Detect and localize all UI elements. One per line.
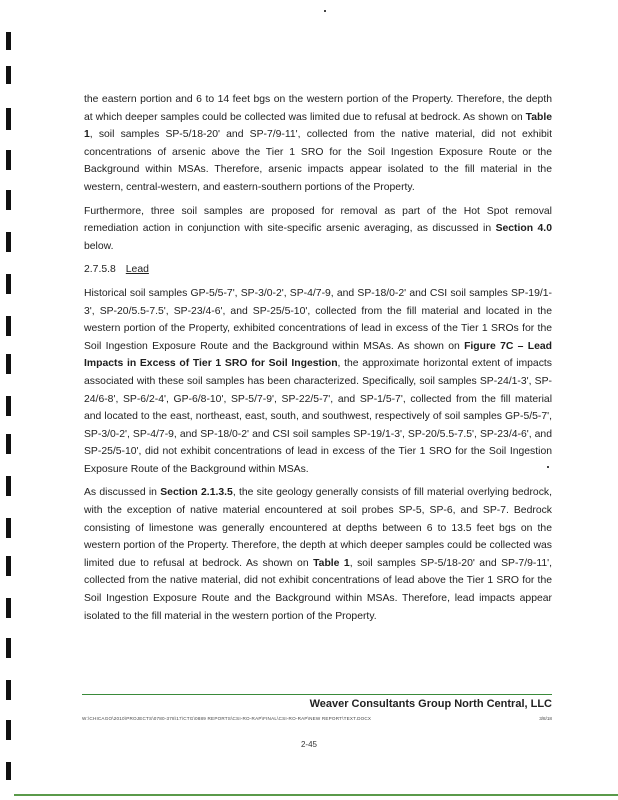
- paragraph-text: , soil samples SP-5/18-20' and SP-7/9-11', collected from the native material, did not exhibit concentrations of arsenic above the Tier 1 SRO for the Soil Ingestion Exposure Route or the Background within MSAs. Therefore, arsenic impacts appear isolated to the fill material in the western, central-western, and eastern-southern portions of the Property.: [84, 129, 552, 193]
- table-reference: Table 1: [313, 557, 350, 569]
- binder-hole-mark: [6, 274, 11, 294]
- paragraph-hot-spot-removal: [84, 203, 552, 256]
- binder-hole-mark: [6, 598, 11, 618]
- binder-hole-mark: [6, 396, 11, 416]
- section-number: 2.7.5.8: [84, 264, 116, 276]
- document-body: [84, 91, 552, 625]
- section-reference: Section 2.1.3.5: [160, 487, 233, 499]
- binder-hole-mark: [6, 232, 11, 252]
- footer-rule: [82, 694, 552, 695]
- binder-hole-mark: [6, 556, 11, 576]
- binder-hole-mark: [6, 32, 11, 50]
- paragraph-arsenic-continued: [84, 91, 552, 197]
- binder-hole-mark: [6, 638, 11, 658]
- binder-hole-mark: [6, 680, 11, 700]
- binder-hole-mark: [6, 762, 11, 780]
- binder-hole-mark: [6, 518, 11, 538]
- paragraph-lead-impacts: [84, 285, 552, 479]
- table-reference: Table 1: [84, 111, 552, 141]
- scan-speck: [324, 10, 326, 12]
- section-title: Lead: [125, 264, 149, 276]
- binder-hole-mark: [6, 316, 11, 336]
- bottom-edge-rule: [14, 794, 618, 796]
- binder-hole-mark: [6, 190, 11, 210]
- binder-hole-mark: [6, 476, 11, 496]
- paragraph-text: , the site geology generally consists of fill material overlying bedrock, with the exception of native material encountered at soil probes SP-5, SP-6, and SP-7. Bedrock consisting of limestone was generally encountered at depths between 6 to 13.5 feet bgs on the western portion of the Property. Therefore, the depth at which deeper samples could be collected was limited due to refusal at bedrock. As shown on: [84, 487, 552, 569]
- paragraph-text: the eastern portion and 6 to 14 feet bgs on the western portion of the Property. Therefore, the depth at which deeper samples could be collected was limited due to refusal at bedrock. As shown on: [84, 94, 552, 123]
- binder-hole-mark: [6, 150, 11, 170]
- footer-company-name: Weaver Consultants Group North Central, LLC: [309, 698, 552, 710]
- paragraph-text: Historical soil samples GP-5/5-7', SP-3/0-2', SP-4/7-9, and SP-18/0-2' and CSI soil samples SP-19/1-3', SP-20/5.5-7.5', SP-23/4-6', and SP-25/5-10', collected from the fill material and located in the western portion of the Property, exhibited concentrations of lead in excess of the Tier 1 SROs for the Soil Ingestion Exposure Route and the Background within MSAs. As shown on: [84, 287, 552, 352]
- paragraph-text: below.: [84, 240, 114, 252]
- paragraph-text: , the approximate horizontal extent of impacts associated with these soil samples has been characterized. Specifically, soil samples SP-24/1-3', SP-24/6-8', SP-6/2-4', GP-6/8-10', SP-5/7-9', SP-22/5-7', and SP-1/5-7', collected from the fill material and located to the east, northeast, east, south, and southwest, respectively of soil samples GP-5/5-7', SP-3/0-2', SP-4/7-9, and SP-18/0-2' and CSI soil samples SP-19/1-3', SP-20/5.5-7.5', SP-23/4-6', and SP-25/5-10', did not exhibit concentrations of lead in excess of the Tier 1 SRO for the Soil Ingestion Exposure Route of the Background within MSAs.: [84, 358, 552, 475]
- binder-hole-mark: [6, 434, 11, 454]
- binder-hole-mark: [6, 108, 11, 130]
- paragraph-site-geology: [84, 484, 552, 625]
- figure-reference: Figure 7C – Lead Impacts in Excess of Tier 1 SRO for Soil Ingestion: [84, 340, 552, 370]
- paragraph-text: Furthermore, three soil samples are proposed for removal as part of the Hot Spot removal remediation action in conjunction with site-specific arsenic averaging, as discussed in: [84, 205, 552, 235]
- paragraph-text: , soil samples SP-5/18-20' and SP-7/9-11', collected from the native material, did not exhibit concentrations of lead above the Tier 1 SRO for the Soil Ingestion Exposure Route and the Background within MSAs. Therefore, lead impacts appear isolated to the fill material in the western portion of the Property.: [84, 557, 552, 622]
- binder-hole-mark: [6, 720, 11, 740]
- footer-file-path: W:\CHICAGO\2010\PROJECTS\0780-378\17\CTG\0889 REPORTS\CSI-RO-RAP\FINAL\CSI-RO-RAP\NEW REPORT\TEXT.DOCX: [82, 716, 372, 721]
- binder-hole-mark: [6, 354, 11, 374]
- paragraph-text: As discussed in: [84, 487, 161, 499]
- page-number: 2-45: [300, 740, 317, 749]
- section-heading-lead: [84, 261, 552, 279]
- footer-date: 3/8/18: [539, 716, 552, 721]
- section-reference: Section 4.0: [495, 223, 552, 235]
- binder-hole-mark: [6, 66, 11, 84]
